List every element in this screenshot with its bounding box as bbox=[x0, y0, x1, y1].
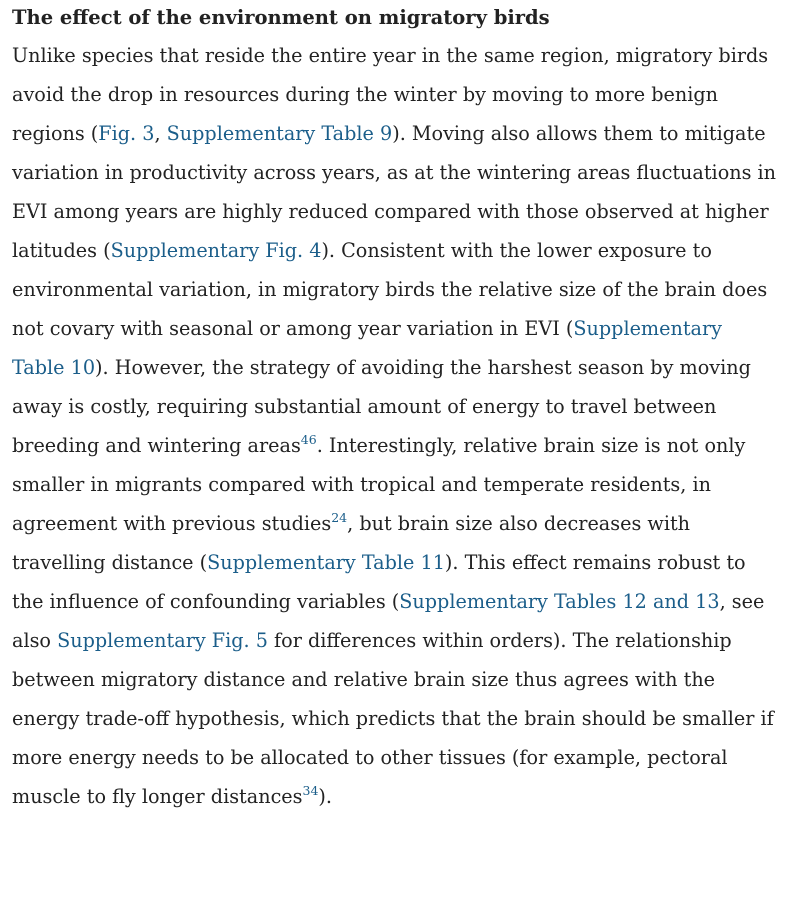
section-heading: The effect of the environment on migratory birds bbox=[12, 6, 550, 29]
supplementary-fig-5-link[interactable]: Supplementary Fig. 5 bbox=[57, 629, 268, 652]
supplementary-tables-12-13-link[interactable]: Supplementary Tables 12 and 13 bbox=[399, 590, 720, 613]
paragraph-text: . Interestingly, relative brain size is not only smaller in migrants compared with tropical and temperate residents, in agreement with previous studies bbox=[12, 434, 746, 535]
paragraph-text: ). Moving also allows them to mitigate variation in productivity across years, as at the wintering areas fluctuations in EVI among years are highly reduced compared with those observed at higher latitudes ( bbox=[12, 122, 777, 262]
supplementary-table-10-link[interactable]: Supplementary Table 10 bbox=[12, 317, 723, 379]
paragraph-text: , see also bbox=[12, 590, 765, 652]
paragraph-text: ). Consistent with the lower exposure to environmental variation, in migratory birds the relative size of the brain does not covary with seasonal or among year variation in EVI ( bbox=[12, 239, 768, 340]
paragraph-text: ). This effect remains robust to the influence of confounding variables ( bbox=[12, 551, 746, 613]
paragraph-text: ). However, the strategy of avoiding the harshest season by moving away is costly, requiring substantial amount of energy to travel between breeding and wintering areas bbox=[12, 356, 751, 457]
body-paragraph bbox=[12, 36, 777, 816]
figure-3-link[interactable]: Fig. 3 bbox=[98, 122, 155, 145]
article-section bbox=[12, 0, 777, 816]
citation-46-link[interactable]: 46 bbox=[300, 431, 317, 447]
supplementary-table-9-link[interactable]: Supplementary Table 9 bbox=[166, 122, 393, 145]
paragraph-text: ). bbox=[318, 785, 333, 808]
supplementary-table-11-link[interactable]: Supplementary Table 11 bbox=[207, 551, 445, 574]
citation-24-link[interactable]: 24 bbox=[331, 509, 348, 525]
paragraph-text: Unlike species that reside the entire year in the same region, migratory birds avoid the drop in resources during the winter by moving to more benign regions ( bbox=[12, 44, 769, 145]
paragraph-text: for differences within orders). The relationship between migratory distance and relative brain size thus agrees with the energy trade-off hypothesis, which predicts that the brain should be smaller if more energy needs to be allocated to other tissues (for example, pectoral muscle to fly longer distances bbox=[12, 629, 774, 808]
paragraph-text: , bbox=[154, 122, 167, 145]
citation-34-link[interactable]: 34 bbox=[302, 782, 319, 798]
paragraph-text: , but brain size also decreases with travelling distance ( bbox=[12, 512, 691, 574]
supplementary-fig-4-link[interactable]: Supplementary Fig. 4 bbox=[110, 239, 322, 262]
